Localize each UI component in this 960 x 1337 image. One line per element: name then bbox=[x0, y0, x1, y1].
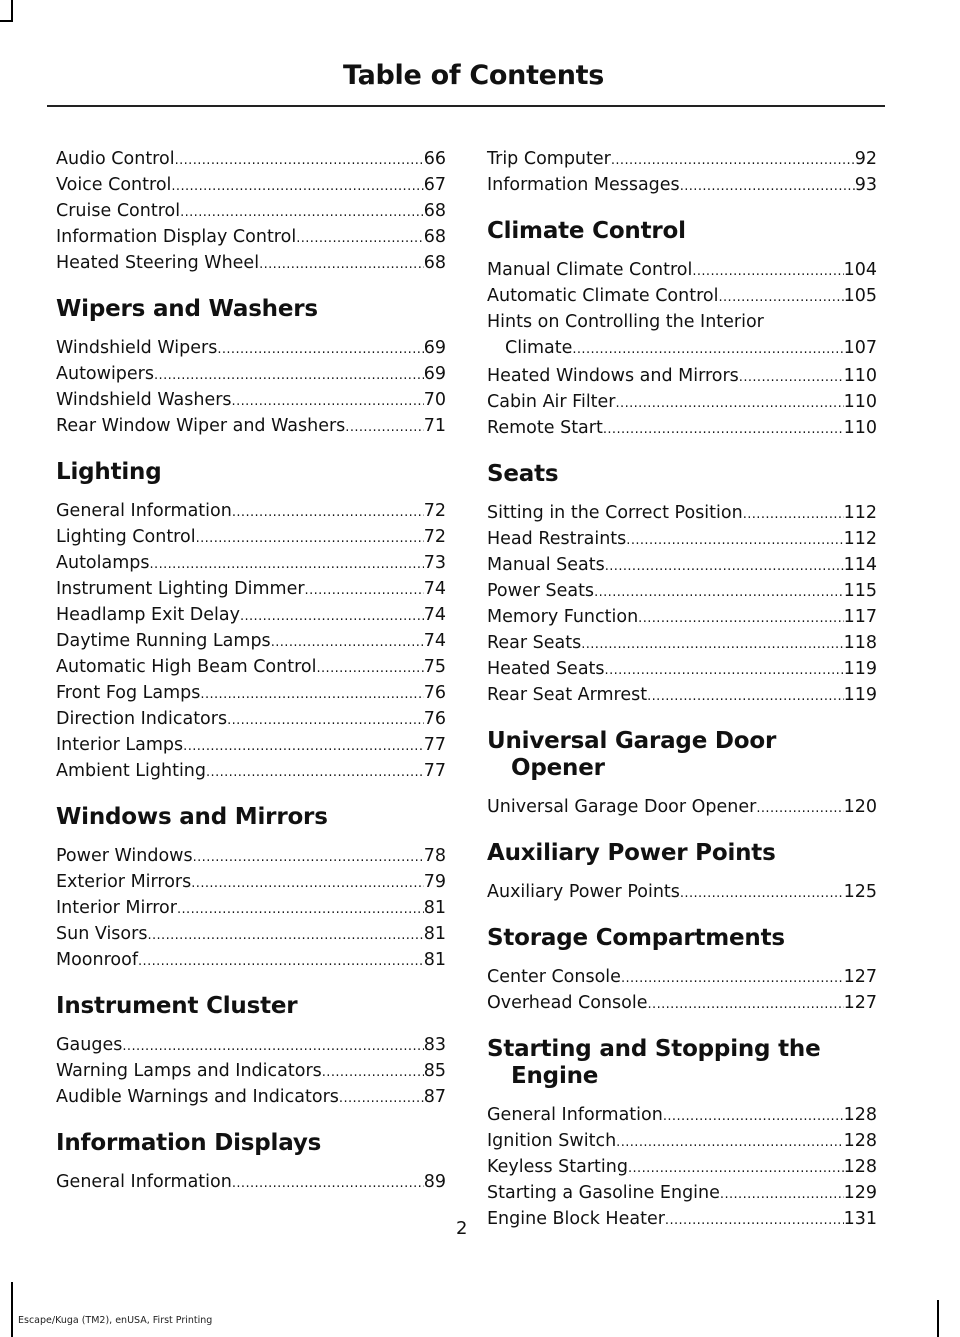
dot-leader bbox=[183, 734, 424, 760]
toc-entry-page: 77 bbox=[423, 761, 446, 781]
toc-entry-page: 110 bbox=[843, 392, 877, 412]
toc-entry-title: Audible Warnings and Indicators bbox=[56, 1087, 339, 1107]
toc-entry-page: 110 bbox=[843, 366, 877, 386]
section-heading-text: Climate Control bbox=[487, 218, 686, 244]
toc-entry[interactable] bbox=[487, 1206, 877, 1232]
dot-leader bbox=[175, 148, 424, 174]
toc-entry-title: Daytime Running Lamps bbox=[56, 631, 271, 651]
dot-leader bbox=[743, 502, 844, 528]
toc-entry-page: 128 bbox=[843, 1157, 877, 1177]
toc-entry-title: Information Display Control bbox=[56, 227, 297, 247]
dot-leader bbox=[196, 526, 424, 552]
toc-entry-title: Sitting in the Correct Position bbox=[487, 503, 743, 523]
toc-entry[interactable] bbox=[487, 1102, 877, 1128]
toc-entry-page: 112 bbox=[843, 529, 877, 549]
toc-entry-title: Keyless Starting bbox=[487, 1157, 628, 1177]
toc-entry[interactable] bbox=[56, 947, 446, 973]
dot-leader bbox=[150, 552, 424, 578]
dot-leader bbox=[122, 1034, 423, 1060]
dot-leader bbox=[720, 1182, 844, 1208]
toc-entry-title: Automatic High Beam Control bbox=[56, 657, 317, 677]
toc-entry-page: 127 bbox=[843, 967, 877, 987]
dot-leader bbox=[322, 1060, 424, 1086]
edition-footer: Escape/Kuga (TM2), enUSA, First Printing bbox=[18, 1315, 213, 1326]
toc-entry-title: Ignition Switch bbox=[487, 1131, 617, 1151]
toc-entry-page: 125 bbox=[843, 882, 877, 902]
toc-entry-page: 115 bbox=[843, 581, 877, 601]
toc-entry-page: 128 bbox=[843, 1105, 877, 1125]
toc-entry-title: Headlamp Exit Delay bbox=[56, 605, 240, 625]
toc-entry[interactable] bbox=[56, 550, 446, 576]
dot-leader bbox=[171, 174, 423, 200]
toc-entry-page: 68 bbox=[423, 201, 446, 221]
toc-entry[interactable] bbox=[56, 921, 446, 947]
toc-entry-page: 107 bbox=[843, 338, 877, 358]
toc-entry-page: 117 bbox=[843, 607, 877, 627]
dot-leader bbox=[147, 923, 423, 949]
dot-leader bbox=[739, 365, 844, 391]
toc-entry[interactable] bbox=[56, 524, 446, 550]
toc-entry-page: 104 bbox=[843, 260, 877, 280]
dot-leader bbox=[626, 528, 843, 554]
toc-entry-page: 68 bbox=[423, 253, 446, 273]
dot-leader bbox=[628, 1156, 844, 1182]
toc-entry[interactable] bbox=[487, 526, 877, 552]
section-heading bbox=[487, 461, 877, 488]
toc-entry[interactable] bbox=[487, 146, 877, 172]
toc-right-column bbox=[487, 146, 877, 1232]
toc-entry-title: Remote Start bbox=[487, 418, 603, 438]
toc-entry-title: Audio Control bbox=[56, 149, 175, 169]
toc-entry-page: 78 bbox=[423, 846, 446, 866]
toc-entry-title: Interior Lamps bbox=[56, 735, 184, 755]
toc-entry[interactable] bbox=[487, 1154, 877, 1180]
section-heading-text: Universal Garage Door bbox=[487, 728, 777, 754]
dot-leader bbox=[616, 1130, 843, 1156]
section-heading-text: Windows and Mirrors bbox=[56, 804, 328, 830]
section-heading bbox=[56, 296, 446, 323]
dot-leader bbox=[611, 148, 855, 174]
toc-entry[interactable] bbox=[56, 413, 446, 439]
toc-entry-title: General Information bbox=[487, 1105, 663, 1125]
crop-mark bbox=[937, 1300, 939, 1337]
toc-entry-title: Power Seats bbox=[487, 581, 595, 601]
toc-entry-title: Auxiliary Power Points bbox=[487, 882, 680, 902]
toc-entry-page: 127 bbox=[843, 993, 877, 1013]
toc-entry-title: Engine Block Heater bbox=[487, 1209, 665, 1229]
dot-leader bbox=[663, 1104, 844, 1130]
toc-entry-title: General Information bbox=[56, 501, 232, 521]
toc-entry-title: Heated Windows and Mirrors bbox=[487, 366, 739, 386]
toc-entry-title: Sun Visors bbox=[56, 924, 148, 944]
toc-entry[interactable] bbox=[487, 257, 877, 283]
section-heading-text: Auxiliary Power Points bbox=[487, 840, 776, 866]
toc-entry[interactable] bbox=[56, 1084, 446, 1110]
toc-entry[interactable] bbox=[56, 146, 446, 172]
section-heading bbox=[487, 840, 877, 867]
toc-entry-page: 69 bbox=[423, 364, 446, 384]
dot-leader bbox=[603, 417, 844, 443]
toc-entry[interactable] bbox=[56, 498, 446, 524]
toc-entry-page: 114 bbox=[843, 555, 877, 575]
toc-entry-page: 129 bbox=[843, 1183, 877, 1203]
section-heading bbox=[487, 728, 877, 782]
toc-entry[interactable] bbox=[487, 964, 877, 990]
toc-entry-page: 85 bbox=[423, 1061, 446, 1081]
toc-entry-page: 92 bbox=[854, 149, 877, 169]
toc-entry-title: Front Fog Lamps bbox=[56, 683, 201, 703]
toc-entry[interactable] bbox=[56, 680, 446, 706]
toc-entry-title: Voice Control bbox=[56, 175, 172, 195]
toc-entry[interactable] bbox=[56, 361, 446, 387]
toc-entry-page: 119 bbox=[843, 659, 877, 679]
dot-leader bbox=[138, 949, 424, 975]
page-number: 2 bbox=[456, 1218, 468, 1239]
toc-entry[interactable] bbox=[56, 654, 446, 680]
toc-entry-title: Cabin Air Filter bbox=[487, 392, 616, 412]
toc-entry-title: Rear Window Wiper and Washers bbox=[56, 416, 346, 436]
toc-entry[interactable] bbox=[56, 758, 446, 784]
dot-leader bbox=[638, 606, 843, 632]
toc-entry[interactable] bbox=[56, 250, 446, 276]
toc-entry-title: Climate bbox=[505, 338, 573, 358]
toc-entry-page: 131 bbox=[843, 1209, 877, 1229]
toc-entry-title: Ambient Lighting bbox=[56, 761, 207, 781]
dot-leader bbox=[647, 684, 843, 710]
toc-entry-page: 128 bbox=[843, 1131, 877, 1151]
dot-leader bbox=[305, 578, 424, 604]
toc-entry-title: Center Console bbox=[487, 967, 621, 987]
toc-entry-title: Instrument Lighting Dimmer bbox=[56, 579, 305, 599]
toc-entry-title: Lighting Control bbox=[56, 527, 196, 547]
toc-entry[interactable] bbox=[487, 500, 877, 526]
dot-leader bbox=[271, 630, 424, 656]
toc-entry[interactable] bbox=[487, 389, 877, 415]
toc-entry[interactable] bbox=[56, 198, 446, 224]
toc-entry[interactable] bbox=[56, 869, 446, 895]
toc-entry[interactable] bbox=[56, 843, 446, 869]
toc-entry-title: Universal Garage Door Opener bbox=[487, 797, 757, 817]
toc-entry-page: 118 bbox=[843, 633, 877, 653]
toc-entry-page: 76 bbox=[423, 683, 446, 703]
dot-leader bbox=[296, 226, 424, 252]
dot-leader bbox=[217, 337, 423, 363]
toc-entry[interactable] bbox=[56, 706, 446, 732]
toc-entry[interactable] bbox=[487, 604, 877, 630]
toc-entry-page: 93 bbox=[854, 175, 877, 195]
section-heading bbox=[56, 1130, 446, 1157]
toc-entry-page: 81 bbox=[423, 924, 446, 944]
toc-entry[interactable] bbox=[56, 576, 446, 602]
toc-entry-title: Head Restraints bbox=[487, 529, 627, 549]
dot-leader bbox=[572, 337, 843, 363]
toc-entry-page: 74 bbox=[423, 579, 446, 599]
toc-entry[interactable] bbox=[487, 309, 877, 363]
toc-entry-page: 71 bbox=[423, 416, 446, 436]
dot-leader bbox=[259, 252, 424, 278]
section-heading-text: Seats bbox=[487, 461, 559, 487]
toc-entry[interactable] bbox=[56, 172, 446, 198]
section-heading-text: Instrument Cluster bbox=[56, 993, 298, 1019]
dot-leader bbox=[648, 992, 844, 1018]
toc-left-column bbox=[56, 146, 446, 1195]
toc-entry-title: Memory Function bbox=[487, 607, 639, 627]
dot-leader bbox=[200, 682, 423, 708]
dot-leader bbox=[680, 174, 855, 200]
toc-entry-page: 69 bbox=[423, 338, 446, 358]
toc-entry[interactable] bbox=[487, 415, 877, 441]
toc-entry-title: Trip Computer bbox=[487, 149, 611, 169]
toc-entry-page: 74 bbox=[423, 605, 446, 625]
section-heading bbox=[487, 1036, 877, 1090]
toc-entry-page: 89 bbox=[423, 1172, 446, 1192]
toc-entry[interactable] bbox=[487, 172, 877, 198]
toc-entry[interactable] bbox=[487, 630, 877, 656]
dot-leader bbox=[227, 708, 424, 734]
dot-leader bbox=[240, 604, 424, 630]
toc-entry-title: Warning Lamps and Indicators bbox=[56, 1061, 322, 1081]
dot-leader bbox=[594, 580, 844, 606]
toc-entry-page: 68 bbox=[423, 227, 446, 247]
page-title: Table of Contents bbox=[342, 60, 604, 91]
toc-entry-page: 67 bbox=[423, 175, 446, 195]
toc-entry[interactable] bbox=[56, 335, 446, 361]
toc-entry-page: 87 bbox=[423, 1087, 446, 1107]
section-heading bbox=[56, 459, 446, 486]
crop-mark bbox=[11, 0, 13, 20]
toc-entry-title: Information Messages bbox=[487, 175, 680, 195]
toc-entry[interactable] bbox=[56, 224, 446, 250]
section-heading-text: Storage Compartments bbox=[487, 925, 785, 951]
toc-entry-page: 105 bbox=[843, 286, 877, 306]
section-heading bbox=[56, 993, 446, 1020]
toc-entry-page: 120 bbox=[843, 797, 877, 817]
dot-leader bbox=[206, 760, 424, 786]
toc-entry-title: Manual Climate Control bbox=[487, 260, 693, 280]
dot-leader bbox=[154, 363, 424, 389]
dot-leader bbox=[345, 415, 423, 441]
dot-leader bbox=[316, 656, 423, 682]
toc-entry[interactable] bbox=[56, 387, 446, 413]
dot-leader bbox=[621, 966, 844, 992]
toc-entry-page: 77 bbox=[423, 735, 446, 755]
toc-entry-title: Autowipers bbox=[56, 364, 154, 384]
toc-entry-title: Rear Seat Armrest bbox=[487, 685, 648, 705]
toc-entry-title: Moonroof bbox=[56, 950, 138, 970]
toc-entry-title: Windshield Wipers bbox=[56, 338, 218, 358]
toc-entry-page: 74 bbox=[423, 631, 446, 651]
toc-entry[interactable] bbox=[487, 879, 877, 905]
toc-entry-title: Automatic Climate Control bbox=[487, 286, 719, 306]
toc-entry-page: 72 bbox=[423, 527, 446, 547]
toc-entry[interactable] bbox=[487, 656, 877, 682]
section-heading-text: Information Displays bbox=[56, 1130, 322, 1156]
toc-entry-page: 76 bbox=[423, 709, 446, 729]
toc-entry-page: 75 bbox=[423, 657, 446, 677]
toc-entry-page: 110 bbox=[843, 418, 877, 438]
toc-entry-title: Starting a Gasoline Engine bbox=[487, 1183, 720, 1203]
toc-entry[interactable] bbox=[56, 1058, 446, 1084]
section-heading bbox=[487, 925, 877, 952]
toc-entry[interactable] bbox=[56, 602, 446, 628]
toc-entry-title: Power Windows bbox=[56, 846, 193, 866]
section-heading-text: Starting and Stopping the bbox=[487, 1036, 821, 1062]
section-heading bbox=[56, 804, 446, 831]
toc-entry[interactable] bbox=[487, 1128, 877, 1154]
toc-entry[interactable] bbox=[487, 363, 877, 389]
toc-entry-title: Heated Seats bbox=[487, 659, 605, 679]
toc-entry-page: 112 bbox=[843, 503, 877, 523]
section-heading-text-continued: Opener bbox=[511, 755, 605, 781]
dot-leader bbox=[232, 1171, 424, 1197]
dot-leader bbox=[616, 391, 844, 417]
toc-entry-page: 81 bbox=[423, 898, 446, 918]
header-divider bbox=[47, 105, 885, 107]
toc-entry-page: 83 bbox=[423, 1035, 446, 1055]
section-heading-text: Wipers and Washers bbox=[56, 296, 318, 322]
toc-entry-title: Hints on Controlling the Interior bbox=[487, 312, 764, 332]
dot-leader bbox=[605, 554, 844, 580]
toc-entry[interactable] bbox=[487, 1180, 877, 1206]
toc-entry-title: Manual Seats bbox=[487, 555, 605, 575]
toc-entry-page: 72 bbox=[423, 501, 446, 521]
toc-entry-page: 119 bbox=[843, 685, 877, 705]
toc-entry[interactable] bbox=[487, 578, 877, 604]
toc-entry-page: 79 bbox=[423, 872, 446, 892]
dot-leader bbox=[232, 389, 424, 415]
section-heading-text: Lighting bbox=[56, 459, 162, 485]
toc-entry-title: Overhead Console bbox=[487, 993, 648, 1013]
toc-entry-title: Cruise Control bbox=[56, 201, 181, 221]
toc-entry-page: 70 bbox=[423, 390, 446, 410]
toc-entry-title: Gauges bbox=[56, 1035, 123, 1055]
toc-entry-title: Direction Indicators bbox=[56, 709, 228, 729]
dot-leader bbox=[191, 871, 423, 897]
section-heading-text-continued: Engine bbox=[511, 1063, 599, 1089]
toc-entry[interactable] bbox=[487, 682, 877, 708]
toc-entry-title: Exterior Mirrors bbox=[56, 872, 192, 892]
toc-entry-page: 66 bbox=[423, 149, 446, 169]
dot-leader bbox=[232, 500, 424, 526]
dot-leader bbox=[180, 200, 424, 226]
dot-leader bbox=[193, 845, 424, 871]
crop-mark bbox=[11, 1282, 13, 1337]
toc-entry-title: Interior Mirror bbox=[56, 898, 177, 918]
toc-entry-title: Autolamps bbox=[56, 553, 150, 573]
toc-entry[interactable] bbox=[56, 1169, 446, 1195]
toc-entry[interactable] bbox=[56, 895, 446, 921]
toc-entry[interactable] bbox=[487, 990, 877, 1016]
dot-leader bbox=[339, 1086, 424, 1112]
crop-mark bbox=[0, 20, 13, 22]
toc-entry-title: Heated Steering Wheel bbox=[56, 253, 260, 273]
toc-entry-page: 73 bbox=[423, 553, 446, 573]
dot-leader bbox=[177, 897, 424, 923]
dot-leader bbox=[718, 285, 843, 311]
dot-leader bbox=[665, 1208, 844, 1234]
toc-entry-title: General Information bbox=[56, 1172, 232, 1192]
toc-entry[interactable] bbox=[56, 732, 446, 758]
toc-entry[interactable] bbox=[56, 628, 446, 654]
toc-entry[interactable] bbox=[487, 552, 877, 578]
dot-leader bbox=[680, 881, 844, 907]
toc-entry[interactable] bbox=[56, 1032, 446, 1058]
dot-leader bbox=[581, 632, 843, 658]
toc-entry[interactable] bbox=[487, 794, 877, 820]
dot-leader bbox=[756, 796, 843, 822]
toc-entry-title: Rear Seats bbox=[487, 633, 582, 653]
toc-entry-page: 81 bbox=[423, 950, 446, 970]
section-heading bbox=[487, 218, 877, 245]
toc-entry-title: Windshield Washers bbox=[56, 390, 232, 410]
dot-leader bbox=[692, 259, 843, 285]
toc-entry[interactable] bbox=[487, 283, 877, 309]
dot-leader bbox=[605, 658, 844, 684]
